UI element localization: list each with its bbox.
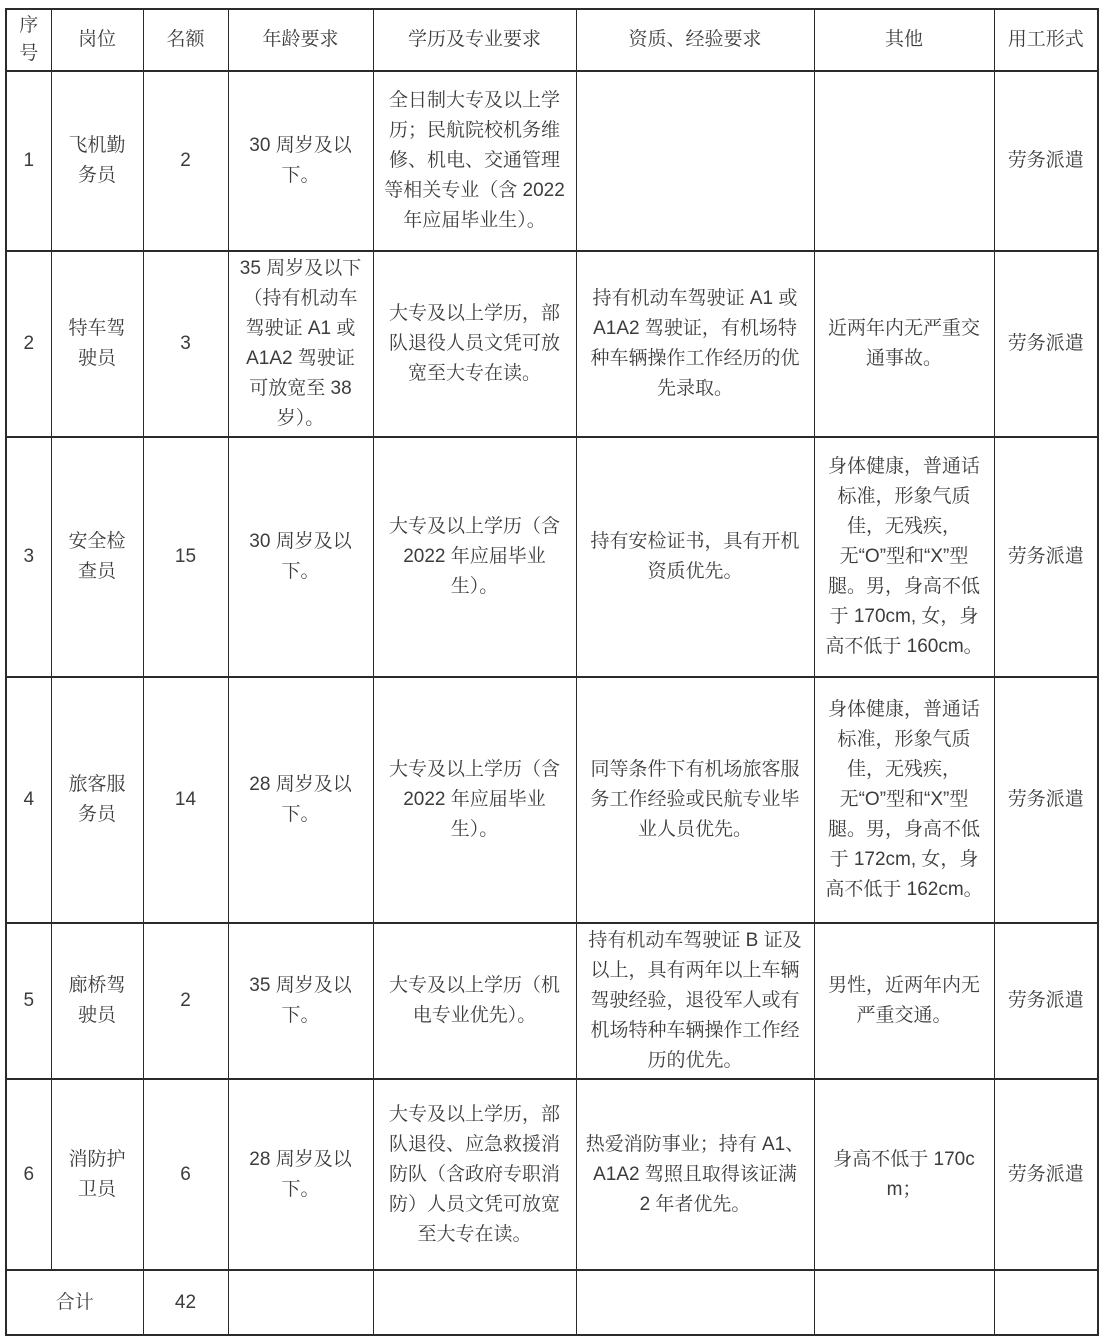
cell-row4-col5: 同等条件下有机场旅客服务工作经验或民航专业毕业人员优先。 [576, 677, 814, 923]
cell-row5-col1: 廊桥驾驶员 [51, 923, 143, 1079]
cell-row6-col0: 6 [6, 1079, 51, 1270]
cell-row2-col7: 劳务派遣 [994, 251, 1098, 437]
header-cell-1: 岗位 [51, 9, 143, 71]
cell-row1-col1: 飞机勤务员 [51, 71, 143, 251]
cell-row1-col6 [814, 71, 994, 251]
cell-row2-col1: 特车驾驶员 [51, 251, 143, 437]
cell-row5-col3: 35 周岁及以下。 [228, 923, 373, 1079]
cell-row5-col4: 大专及以上学历（机电专业优先）。 [373, 923, 576, 1079]
cell-row4-col2: 14 [143, 677, 228, 923]
cell-row2-col6: 近两年内无严重交通事故。 [814, 251, 994, 437]
cell-row1-col4: 全日制大专及以上学历；民航院校机务维修、机电、交通管理等相关专业（含 2022 年应届毕业生）。 [373, 71, 576, 251]
cell-row3-col5: 持有安检证书，具有开机资质优先。 [576, 437, 814, 677]
total-empty-cell-2 [576, 1270, 814, 1335]
recruitment-table [5, 8, 1099, 1336]
cell-row5-col0: 5 [6, 923, 51, 1079]
total-empty-cell-1 [373, 1270, 576, 1335]
table-row-1 [6, 71, 1098, 251]
cell-row6-col4: 大专及以上学历，部队退役、应急救援消防队（含政府专职消防）人员文凭可放宽至大专在读。 [373, 1079, 576, 1270]
cell-row6-col6: 身高不低于 170cm； [814, 1079, 994, 1270]
cell-row6-col7: 劳务派遣 [994, 1079, 1098, 1270]
total-label: 合计 [6, 1270, 143, 1335]
cell-row3-col4: 大专及以上学历（含 2022 年应届毕业生）。 [373, 437, 576, 677]
table-body [6, 71, 1098, 1335]
cell-row5-col5: 持有机动车驾驶证 B 证及以上，具有两年以上车辆驾驶经验，退役军人或有机场特种车辆操作工作经历的优先。 [576, 923, 814, 1079]
cell-row4-col1: 旅客服务员 [51, 677, 143, 923]
total-row [6, 1270, 1098, 1335]
cell-row3-col1: 安全检查员 [51, 437, 143, 677]
header-cell-6: 其他 [814, 9, 994, 71]
cell-row3-col3: 30 周岁及以下。 [228, 437, 373, 677]
cell-row2-col4: 大专及以上学历，部队退役人员文凭可放宽至大专在读。 [373, 251, 576, 437]
table-row-6 [6, 1079, 1098, 1270]
header-row [6, 9, 1098, 71]
cell-row6-col5: 热爱消防事业；持有 A1、A1A2 驾照且取得该证满 2 年者优先。 [576, 1079, 814, 1270]
cell-row4-col0: 4 [6, 677, 51, 923]
total-empty-cell-4 [994, 1270, 1098, 1335]
cell-row3-col2: 15 [143, 437, 228, 677]
cell-row1-col7: 劳务派遣 [994, 71, 1098, 251]
header-cell-3: 年龄要求 [228, 9, 373, 71]
cell-row2-col5: 持有机动车驾驶证 A1 或 A1A2 驾驶证，有机场特种车辆操作工作经历的优先录取。 [576, 251, 814, 437]
cell-row3-col0: 3 [6, 437, 51, 677]
cell-row1-col5 [576, 71, 814, 251]
cell-row5-col6: 男性，近两年内无严重交通。 [814, 923, 994, 1079]
cell-row6-col3: 28 周岁及以下。 [228, 1079, 373, 1270]
cell-row5-col7: 劳务派遣 [994, 923, 1098, 1079]
cell-row4-col6: 身体健康，普通话标准，形象气质佳，无残疾，无“O”型和“X”型腿。男，身高不低于 172cm, 女，身高不低于 162cm。 [814, 677, 994, 923]
total-value: 42 [143, 1270, 228, 1335]
cell-row4-col4: 大专及以上学历（含 2022 年应届毕业生）。 [373, 677, 576, 923]
total-empty-cell-3 [814, 1270, 994, 1335]
cell-row4-col7: 劳务派遣 [994, 677, 1098, 923]
cell-row1-col2: 2 [143, 71, 228, 251]
total-empty-cell-0 [228, 1270, 373, 1335]
header-cell-7: 用工形式 [994, 9, 1098, 71]
header-cell-4: 学历及专业要求 [373, 9, 576, 71]
header-cell-0: 序号 [6, 9, 51, 71]
cell-row4-col3: 28 周岁及以下。 [228, 677, 373, 923]
header-cell-5: 资质、经验要求 [576, 9, 814, 71]
table-row-5 [6, 923, 1098, 1079]
table-row-3 [6, 437, 1098, 677]
header-cell-2: 名额 [143, 9, 228, 71]
table-row-2 [6, 251, 1098, 437]
cell-row1-col0: 1 [6, 71, 51, 251]
cell-row6-col1: 消防护卫员 [51, 1079, 143, 1270]
cell-row3-col7: 劳务派遣 [994, 437, 1098, 677]
cell-row2-col2: 3 [143, 251, 228, 437]
table-row-4 [6, 677, 1098, 923]
cell-row6-col2: 6 [143, 1079, 228, 1270]
cell-row1-col3: 30 周岁及以下。 [228, 71, 373, 251]
cell-row3-col6: 身体健康，普通话标准，形象气质佳，无残疾，无“O”型和“X”型腿。男，身高不低于 170cm, 女，身高不低于 160cm。 [814, 437, 994, 677]
cell-row2-col0: 2 [6, 251, 51, 437]
cell-row5-col2: 2 [143, 923, 228, 1079]
cell-row2-col3: 35 周岁及以下（持有机动车驾驶证 A1 或 A1A2 驾驶证可放宽至 38 岁）。 [228, 251, 373, 437]
